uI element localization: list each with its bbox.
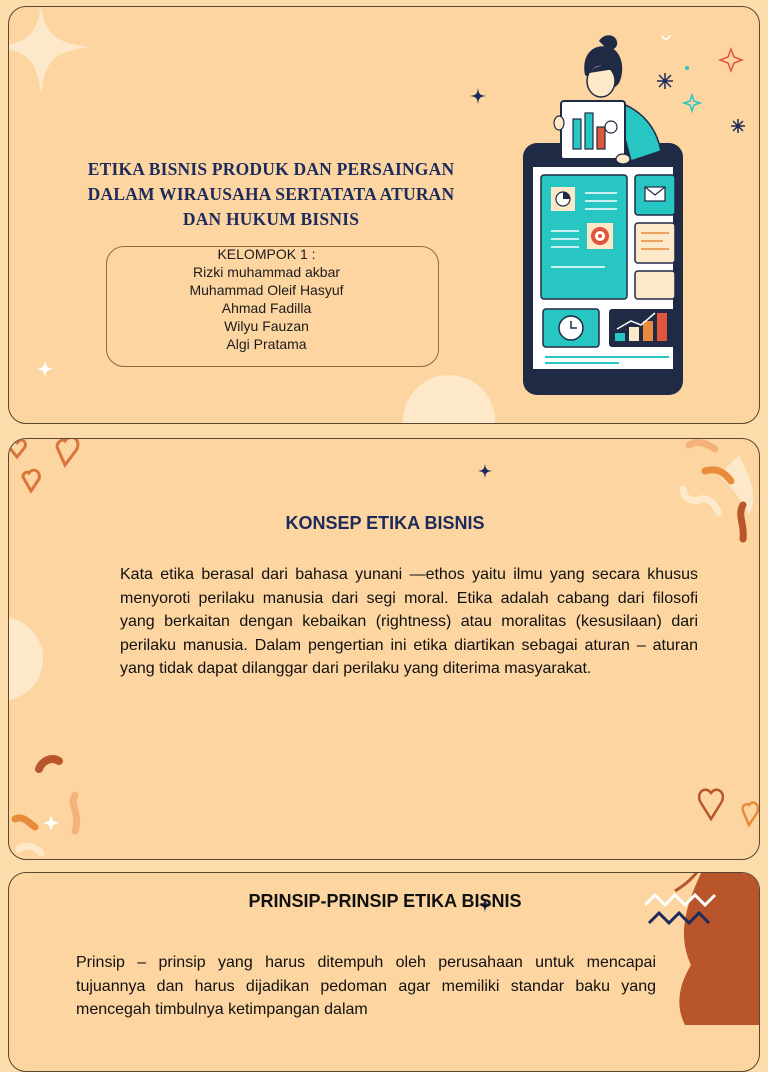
member-name: Rizki muhammad akbar [192,264,341,280]
principles-slide [8,872,760,1072]
section-heading: KONSEP ETIKA BISNIS [285,513,485,533]
heart-decoration-icon [693,785,760,860]
title-slide [8,6,760,424]
title-line-3: DAN HUKUM BISNIS [182,209,360,229]
section-heading: PRINSIP-PRINSIP ETIKA BISNIS [248,891,522,911]
star-decoration-icon [8,6,109,107]
body-paragraph: Kata etika berasal dari bahasa yunani —ethos yaitu ilmu yang secara khusus menyoroti perilaku manusia dari segi moral. Etika adalah cabang dari filosofi yang berkaitan dengan kebaikan (rightness) atau moralitas (kesusilaan) dari perilaku manusia. Dalam pengertian ini etika diartikan sebagai aturan – aturan yang tidak dapat dilanggar dari perilaku yang diterima masyarakat. [120,566,698,677]
heart-decoration-icon [9,438,99,503]
body-paragraph: Prinsip – prinsip yang harus ditempuh oleh perusahaan untuk mencapai tujuannya dan harus dijadikan pedoman agar memiliki standar baku yang mencegah timbulnya ketimpangan dalam [76,954,656,1018]
half-circle-decoration [403,375,495,424]
member-name: Algi Pratama [226,336,307,352]
half-circle-decoration [8,611,45,707]
group-label: KELOMPOK 1 : [217,246,316,262]
concept-slide [8,438,760,860]
phone-analytics-illustration [519,35,759,395]
squiggle-decoration-icon [9,739,109,859]
title-line-2: DALAM WIRAUSAHA SERTATATA ATURAN [87,184,455,204]
squiggle-decoration-icon [669,438,760,555]
member-name: Ahmad Fadilla [221,300,312,316]
navy-sparkle-icon [477,463,493,479]
sparkle-icon [35,359,55,379]
navy-sparkle-icon [469,87,487,105]
title-line-1: ETIKA BISNIS PRODUK DAN PERSAINGAN [87,159,455,179]
presentation-title [61,157,481,232]
group-members-list [174,245,359,353]
member-name: Wilyu Fauzan [224,318,309,334]
member-name: Muhammad Oleif Hasyuf [189,282,344,298]
